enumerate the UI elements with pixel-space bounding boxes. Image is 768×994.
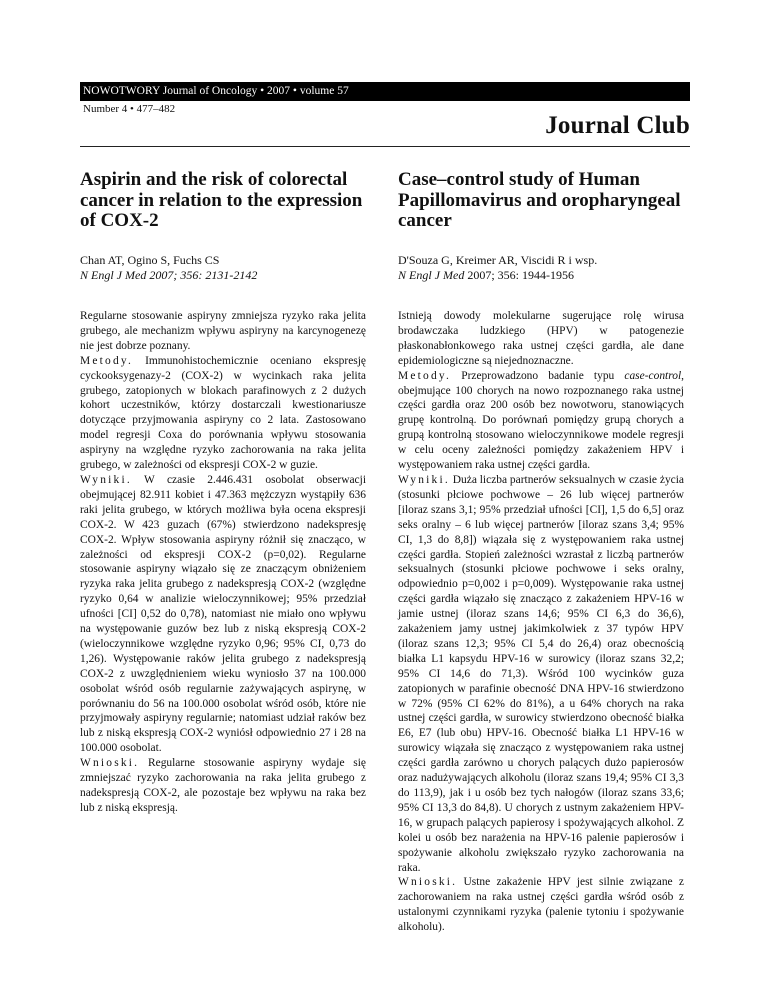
article-authors: D'Souza G, Kreimer AR, Viscidi R i wsp. xyxy=(398,253,598,267)
abstract-methods: Metody. Przeprowadzono badanie typu case-control, obejmujące 100 chorych na nowo rozpoznanego raka ustnej części gardła oraz 200 osób bez nowotworu, stanowiących grupę kontrolną. Do porównań pomiędzy grupą chorych a grupą kontrolną stosowano wieloczynnikowe modele regresji w celu oceny zależności pomiędzy zakażeniem HPV i występowaniem raka ustnej części gardła. xyxy=(398,369,684,472)
conclusions-label: Wnioski. xyxy=(80,757,140,770)
methods-label: Metody. xyxy=(398,369,452,382)
citation-details: 2007; 356: 1944-1956 xyxy=(464,267,574,282)
abstract-intro: Regularne stosowanie aspiryny zmniejsza ryzyko raka jelita grubego, ale mechanizm wpływu aspiryny na karcynogenezę nie jest dobrze poznany. xyxy=(80,310,366,352)
methods-label: Metody. xyxy=(80,354,134,367)
citation-details: 2007; 356: 2131-2142 xyxy=(146,267,258,282)
article-citation xyxy=(398,268,684,283)
abstract-results: Wyniki. W czasie 2.446.431 osobolat obserwacji obejmującej 82.911 kobiet i 47.363 mężczyzn wystąpiły 636 raki jelita grubego, w których możliwa była ocena ekspresji COX-2. W 423 guzach (67%) stwierdzono nadekspresję COX-2. Wpływ stosowania aspiryny różnił się znacząco, w zależności od ekspresji COX-2 (p=0,02). Regularne stosowanie aspiryny wiązało się ze znaczącym obniżeniem ryzyka raka jelita grubego z nadekspresją COX-2 (względne ryzyko 0,64 w analizie wieloczynnikowej; 95% przedział ufności [CI] 0,52 do 0,78), natomiast nie miało ono wpływu na występowanie guzów bez lub z niską ekspresją COX-2 (wieloczynnikowe względne ryzyko 0,96; 95% CI, 0,73 do 1,26). Występowanie raków jelita grubego z nadekspresją COX-2 z uwzględnieniem wieku wyniosło 37 na 100.000 osobolat wśród osób regularnie zażywających aspirynę, w porównaniu do 56 na 100.000 osobolat wśród osób, które nie przyjmowały aspiryny regularnie; natomiast udział raków bez lub z niską ekspresją COX-2 wyniósł odpowiednio 27 i 28 na 100.000 osobolat. xyxy=(80,473,366,755)
article-hpv xyxy=(398,170,684,935)
citation-journal: N Engl J Med xyxy=(80,267,147,282)
journal-header xyxy=(80,82,690,139)
results-label: Wyniki. xyxy=(398,473,450,486)
abstract-conclusions: Wnioski. Ustne zakażenie HPV jest silnie związane z zachorowaniem na raka ustnej części gardła wśród osób z ustalonymi czynnikami ryzyka (palenie tytoniu i spożywanie alkoholu). xyxy=(398,876,684,934)
article-abstract xyxy=(398,309,684,935)
article-citation xyxy=(80,268,366,283)
abstract-intro: Istnieją dowody molekularne sugerujące rolę wirusa brodawczaka ludzkiego (HPV) w patogenezie płaskonabłonkowego raka ustnej części gardła, ale dane epidemiologiczne są niejednoznaczne. xyxy=(398,310,684,367)
article-authors: Chan AT, Ogino S, Fuchs CS xyxy=(80,253,220,267)
journal-name-bar: NOWOTWORY Journal of Oncology • 2007 • volume 57 xyxy=(80,82,690,101)
section-title: Journal Club xyxy=(545,112,690,139)
conclusions-label: Wnioski. xyxy=(398,876,458,889)
article-title: Case–control study of Human Papillomavirus and oropharyngeal cancer xyxy=(398,169,681,231)
abstract-conclusions: Wnioski. Regularne stosowanie aspiryny wydaje się zmniejszać ryzyko zachorowania na raka jelita grubego z nadekspresją COX-2, ale pozostaje bez wpływu na raka bez lub z niską ekspresją. xyxy=(80,757,366,814)
study-type-term: case-control xyxy=(624,369,682,382)
abstract-methods: Metody. Immunohistochemicznie oceniano ekspresję cyckooksygenazy-2 (COX-2) w wycinkach raka jelita grubego, zatopionych w blokach parafinowych z 2 dużych kohort uczestników, którzy dostarczali kwestionariusze dotyczące przyjmowania aspiryny co 2 lata. Zastosowano model regresji Coxa do porównania wpływu stosowania aspiryny na względne ryzyko zachorowania na raka jelita grubego, w zależności od ekspresji COX-2 w guzie. xyxy=(80,354,366,472)
article-abstract xyxy=(80,309,366,816)
results-label: Wyniki. xyxy=(80,473,132,486)
article-aspirin xyxy=(80,170,366,816)
abstract-results: Wyniki. Duża liczba partnerów seksualnych w czasie życia (stosunki płciowe pochwowe – 26 lub więcej partnerów [iloraz szans 3,1; 95% przedział ufności [CI], 1,5 do 6,5] oraz seks oralny – 6 lub więcej partnerów [iloraz szans 3,4; 95% CI, 1,3 do 8,8]) wiązała się z występowaniem raka ustnej części gardła. Stopień zależności wzrastał z liczbą partnerów seksualnych (stosunki płciowe pochwowe i seks oralny, odpowiednio p=0,002 i p=0,009). Występowanie raka ustnej części gardła wiązało się znacząco z zakażeniem HPV-16 w jamie ustnej (iloraz szans 14,6; 95% CI 6,3 do 36,6), zakażeniem jamy ustnej jakimkolwiek z 37 typów HPV (iloraz szans 12,3; 95% CI 5,4 do 26,4) oraz obecnością białka L1 kapsydu HPV-16 w surowicy (iloraz szans 32,2; 95% CI 14,6 do 71,3). Wśród 100 wycinków guza zatopionych w parafinie obecność DNA HPV-16 stwierdzono w 72% (95% CI 62% do 81%), a u 64% chorych na raka ustnej części gardła, w surowicy stwierdzono obecność białka E6, E7 (lub obu) HPV-16. Obecność białka L1 HPV-16 w surowicy wiązała się znacząco z występowaniem raka ustnej części gardła zarówno u chorych palących dużo papierosów oraz nadużywających alkoholu (iloraz szans 19,4; 95% CI 3,3 do 113,9), jak i u osób bez tych nałogów (iloraz szans 33,6; 95% CI 13,3 do 84,8). U chorych z ustnym zakażeniem HPV-16, w grupach palących papierosy i spożywających alkohol. Z kolei u osób bez narażenia na HPV-16 palenie papierosów i spożywanie alkoholu zwiększało ryzyko zachorowania na raka. xyxy=(398,473,684,874)
article-title: Aspirin and the risk of colorectal cancer in relation to the expression of COX-2 xyxy=(80,169,363,231)
header-divider xyxy=(80,146,690,147)
citation-journal: N Engl J Med xyxy=(398,267,465,282)
issue-info: Number 4 • 477–482 xyxy=(83,103,176,115)
